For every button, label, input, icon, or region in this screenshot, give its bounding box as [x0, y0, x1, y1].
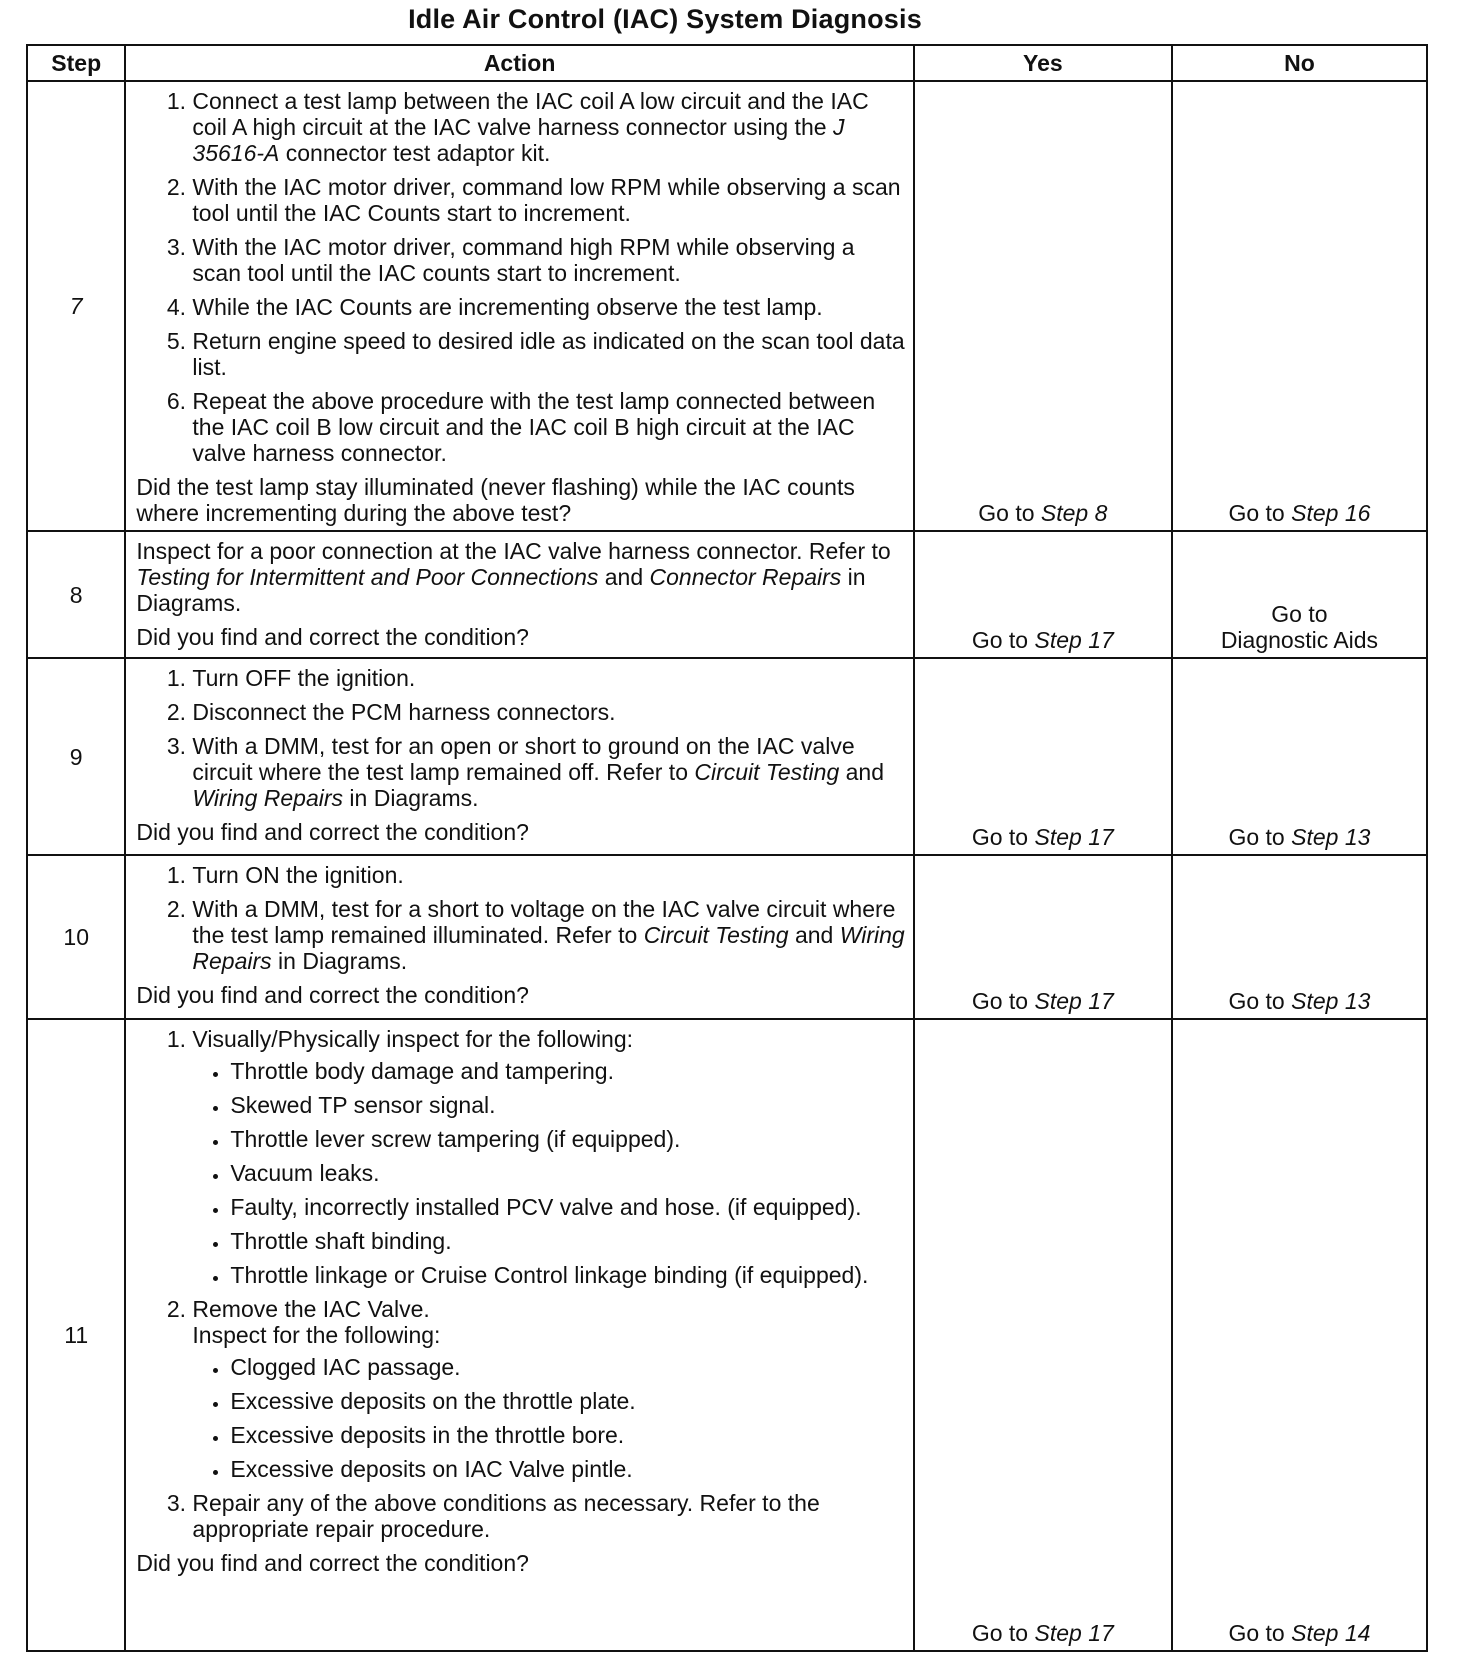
header-yes: Yes: [914, 45, 1172, 81]
list-item: • Clogged IAC passage.: [230, 1354, 904, 1380]
action-cell: [125, 531, 913, 658]
header-action: Action: [125, 45, 913, 81]
list-item: • Excessive deposits in the throttle bore.: [230, 1422, 904, 1448]
step-number: 7: [27, 81, 125, 531]
yes-result: Go to Step 17: [914, 531, 1172, 658]
action-step: 3. With the IAC motor driver, command high RPM while observing a scan tool until the IAC counts start to increment.: [192, 234, 904, 286]
yes-result: Go to Step 17: [914, 658, 1172, 855]
list-item: • Faulty, incorrectly installed PCV valve and hose. (if equipped).: [230, 1194, 904, 1220]
action-step: 2. With a DMM, test for a short to voltage on the IAC valve circuit where the test lamp remained illuminated. Refer to Circuit Testing and Wiring Repairs in Diagrams.: [192, 896, 904, 974]
question: Did you find and correct the condition?: [136, 819, 529, 845]
step-link[interactable]: Step 17: [1034, 988, 1114, 1014]
action-step: 2. With the IAC motor driver, command low RPM while observing a scan tool until the IAC Counts start to increment.: [192, 174, 904, 226]
header-step: Step: [27, 45, 125, 81]
action-cell: [125, 81, 913, 531]
step-link[interactable]: Step 13: [1291, 824, 1371, 850]
action-step: 3. Repair any of the above conditions as necessary. Refer to the appropriate repair procedure.: [192, 1490, 904, 1542]
doc-reference[interactable]: Testing for Intermittent and Poor Connections: [136, 564, 599, 590]
action-cell: [125, 1019, 913, 1651]
yes-result: Go to Step 17: [914, 1019, 1172, 1651]
doc-reference[interactable]: Connector Repairs: [649, 564, 842, 590]
step-link[interactable]: Step 14: [1291, 1620, 1371, 1646]
step-link[interactable]: Step 8: [1040, 500, 1108, 526]
list-item: • Excessive deposits on the throttle plate.: [230, 1388, 904, 1414]
no-result: Go to Diagnostic Aids: [1172, 531, 1427, 658]
table-row: [27, 658, 1427, 855]
action-steps: [136, 88, 904, 466]
step-link[interactable]: Step 17: [1034, 824, 1114, 850]
question: Did you find and correct the condition?: [136, 624, 529, 650]
list-item: • Excessive deposits on IAC Valve pintle.: [230, 1456, 904, 1482]
step-number: 11: [27, 1019, 125, 1651]
yes-result: Go to Step 8: [914, 81, 1172, 531]
step-number: 10: [27, 855, 125, 1019]
step-link[interactable]: Step 17: [1034, 627, 1114, 653]
table-row: [27, 855, 1427, 1019]
no-result: Go to Step 16: [1172, 81, 1427, 531]
doc-reference[interactable]: Circuit Testing: [694, 759, 840, 785]
no-result: Go to Step 14: [1172, 1019, 1427, 1651]
action-step: 4. While the IAC Counts are incrementing observe the test lamp.: [192, 294, 904, 320]
list-item: • Skewed TP sensor signal.: [230, 1092, 904, 1118]
yes-result: Go to Step 17: [914, 855, 1172, 1019]
question: Did you find and correct the condition?: [136, 982, 529, 1008]
action-step: 6. Repeat the above procedure with the test lamp connected between the IAC coil B low circuit and the IAC coil B high circuit at the IAC valve harness connector.: [192, 388, 904, 466]
action-step: 2. Remove the IAC Valve. Inspect for the following: • Clogged IAC passage. • Excessive deposits on the throttle plate. • Excessive deposits in the throttle bore. • Excessive deposits on IAC Valve pintle.: [192, 1296, 904, 1482]
header-no: No: [1172, 45, 1427, 81]
tool-reference: J 35616-A: [192, 114, 845, 166]
action-cell: [125, 855, 913, 1019]
step-link[interactable]: Step 16: [1291, 500, 1371, 526]
list-item: • Throttle body damage and tampering.: [230, 1058, 904, 1084]
action-step: 2. Disconnect the PCM harness connectors.: [192, 699, 904, 725]
table-row: [27, 531, 1427, 658]
step-link[interactable]: Step 17: [1034, 1620, 1114, 1646]
list-item: • Throttle shaft binding.: [230, 1228, 904, 1254]
action-step: 1. Visually/Physically inspect for the following: • Throttle body damage and tampering. • Skewed TP sensor signal. • Throttle lever screw tampering (if equipped). • Vacuum leaks. • Faulty, incorrectly installed PCV valve and hose. (if equipped). • Throttle shaft binding. • Throttle linkage or Cruise Control linkage binding (if equipped).: [192, 1026, 904, 1288]
doc-reference[interactable]: Wiring Repairs: [192, 922, 905, 974]
table-row: [27, 1019, 1427, 1651]
diagnostic-aids-link[interactable]: Diagnostic Aids: [1220, 627, 1379, 653]
doc-reference[interactable]: Wiring Repairs: [192, 785, 344, 811]
list-item: • Throttle linkage or Cruise Control linkage binding (if equipped).: [230, 1262, 904, 1288]
list-item: • Throttle lever screw tampering (if equipped).: [230, 1126, 904, 1152]
action-steps: [136, 1026, 904, 1542]
action-paragraph: Inspect for a poor connection at the IAC valve harness connector. Refer to Testing for Intermittent and Poor Connections and Connector Repairs in Diagrams.: [136, 538, 891, 616]
action-step: 1. Connect a test lamp between the IAC coil A low circuit and the IAC coil A high circuit at the IAC valve harness connector using the J 35616-A connector test adaptor kit.: [192, 88, 904, 166]
bullet-list: [192, 1058, 904, 1288]
action-cell: [125, 658, 913, 855]
step-number: 9: [27, 658, 125, 855]
action-step: 3. With a DMM, test for an open or short to ground on the IAC valve circuit where the test lamp remained off. Refer to Circuit Testing and Wiring Repairs in Diagrams.: [192, 733, 904, 811]
step-number: 8: [27, 531, 125, 658]
action-steps: [136, 862, 904, 974]
page-title: Idle Air Control (IAC) System Diagnosis: [408, 4, 922, 34]
question: Did you find and correct the condition?: [136, 1550, 529, 1576]
no-result: Go to Step 13: [1172, 855, 1427, 1019]
action-step: 1. Turn ON the ignition.: [192, 862, 904, 888]
table-row: [27, 81, 1427, 531]
list-item: • Vacuum leaks.: [230, 1160, 904, 1186]
no-result: Go to Step 13: [1172, 658, 1427, 855]
bullet-list: [192, 1354, 904, 1482]
table-header-row: [27, 45, 1427, 81]
action-steps: [136, 665, 904, 811]
doc-reference[interactable]: Circuit Testing: [643, 922, 789, 948]
diagnosis-table: [26, 44, 1428, 1652]
action-step: 1. Turn OFF the ignition.: [192, 665, 904, 691]
action-step: 5. Return engine speed to desired idle as indicated on the scan tool data list.: [192, 328, 904, 380]
step-link[interactable]: Step 13: [1291, 988, 1371, 1014]
question: Did the test lamp stay illuminated (never flashing) while the IAC counts where incrementing during the above test?: [136, 474, 855, 526]
